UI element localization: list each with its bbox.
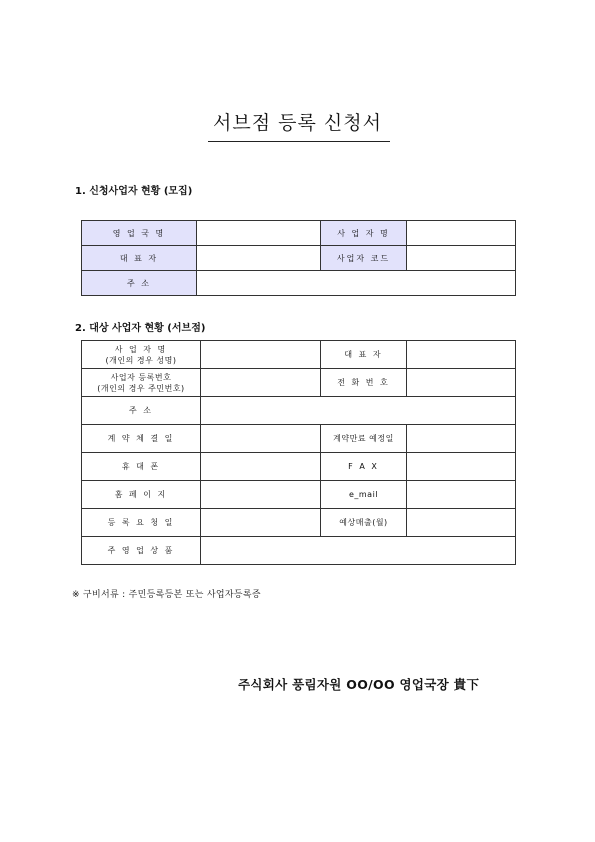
main-products-label: 주 영 업 상 품 bbox=[82, 537, 201, 565]
homepage-field[interactable] bbox=[201, 481, 321, 509]
business-name-field[interactable] bbox=[407, 221, 516, 246]
table-row bbox=[82, 453, 516, 481]
table-row bbox=[82, 246, 516, 271]
contract-date-field[interactable] bbox=[201, 425, 321, 453]
business-name-label: 사 업 자 명 bbox=[321, 221, 407, 246]
address-label: 주 소 bbox=[82, 271, 197, 296]
label-line: 사 업 자 명 bbox=[114, 344, 168, 354]
target-representative-field[interactable] bbox=[407, 341, 516, 369]
target-address-label: 주 소 bbox=[82, 397, 201, 425]
target-business-name-field[interactable] bbox=[201, 341, 321, 369]
phone-field[interactable] bbox=[407, 369, 516, 397]
contract-end-date-label: 계약만료 예정일 bbox=[321, 425, 407, 453]
label-line: (개인의 경우 주민번호) bbox=[97, 383, 185, 393]
representative-field[interactable] bbox=[197, 246, 321, 271]
table-row bbox=[82, 397, 516, 425]
page-title: 서브점 등록 신청서 bbox=[213, 112, 382, 134]
target-business-name-label bbox=[82, 341, 201, 369]
expected-sales-field[interactable] bbox=[407, 509, 516, 537]
fax-field[interactable] bbox=[407, 453, 516, 481]
representative-label: 대 표 자 bbox=[82, 246, 197, 271]
table-row bbox=[82, 509, 516, 537]
fax-label: F A X bbox=[321, 453, 407, 481]
contract-end-date-field[interactable] bbox=[407, 425, 516, 453]
applicant-table bbox=[81, 220, 516, 296]
reg-request-date-label: 등 록 요 청 일 bbox=[82, 509, 201, 537]
expected-sales-label: 예상매출(월) bbox=[321, 509, 407, 537]
homepage-label: 홈 페 이 지 bbox=[82, 481, 201, 509]
office-name-field[interactable] bbox=[197, 221, 321, 246]
business-code-field[interactable] bbox=[407, 246, 516, 271]
table-row bbox=[82, 537, 516, 565]
closing-addressee: 주식회사 풍림자원 OO/OO 영업국장 貴下 bbox=[238, 677, 480, 692]
email-label: e_mail bbox=[321, 481, 407, 509]
section2-heading: 2. 대상 사업자 현황 (서브점) bbox=[75, 323, 206, 334]
reg-number-field[interactable] bbox=[201, 369, 321, 397]
main-products-field[interactable] bbox=[201, 537, 516, 565]
label-line: 사업자 등록번호 bbox=[110, 372, 172, 382]
business-code-label: 사업자 코드 bbox=[321, 246, 407, 271]
table-row bbox=[82, 221, 516, 246]
label-line: (개인의 경우 성명) bbox=[105, 355, 177, 365]
target-business-table bbox=[81, 340, 516, 565]
required-documents-note: ※ 구비서류 : 주민등록등본 또는 사업자등록증 bbox=[72, 590, 261, 600]
table-row bbox=[82, 425, 516, 453]
section1-heading: 1. 신청사업자 현황 (모집) bbox=[75, 186, 193, 197]
target-address-field[interactable] bbox=[201, 397, 516, 425]
mobile-label: 휴 대 폰 bbox=[82, 453, 201, 481]
reg-number-label bbox=[82, 369, 201, 397]
address-field[interactable] bbox=[197, 271, 516, 296]
contract-date-label: 계 약 체 결 일 bbox=[82, 425, 201, 453]
email-field[interactable] bbox=[407, 481, 516, 509]
table-row bbox=[82, 481, 516, 509]
target-representative-label: 대 표 자 bbox=[321, 341, 407, 369]
mobile-field[interactable] bbox=[201, 453, 321, 481]
title-underline bbox=[208, 141, 390, 142]
phone-label: 전 화 번 호 bbox=[321, 369, 407, 397]
table-row bbox=[82, 341, 516, 369]
table-row bbox=[82, 271, 516, 296]
table-row bbox=[82, 369, 516, 397]
office-name-label: 영 업 국 명 bbox=[82, 221, 197, 246]
reg-request-date-field[interactable] bbox=[201, 509, 321, 537]
